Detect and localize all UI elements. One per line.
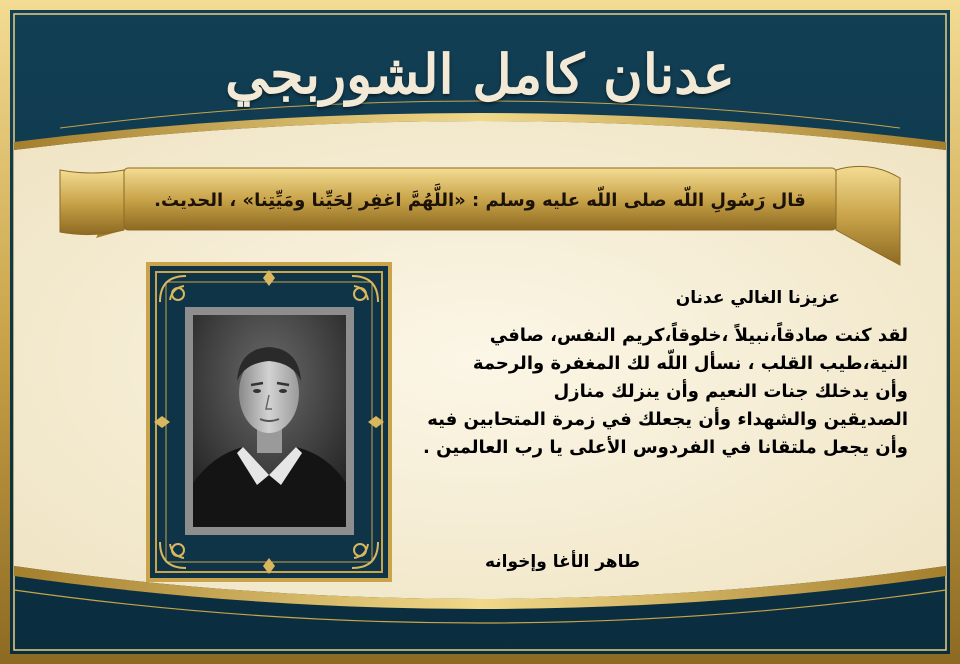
signature-line: طاهر الأغا وإخوانه [484,552,640,572]
hadith-banner-text: قال رَسُولِ اللّه صلى اللّه عليه وسلم : «اللَّهُمَّ اغفِر لِحَيِّنا ومَيِّتِنا» ، الحديث. [154,190,806,211]
photo-frame [146,262,392,582]
eulogy-line: الصديقين والشهداء وأن يجعلك في زمرة المتحابين فيه [427,409,908,430]
eulogy-text [398,322,908,462]
eulogy-line: لقد كنت صادقاً،نبيلاً ،خلوقاً،كريم النفس، صافي [489,325,908,346]
greeting-line: عزيزنا الغالي عدنان [675,288,840,308]
eulogy-line: وأن يدخلك جنات النعيم وأن ينزلك منازل [553,381,908,402]
deceased-name-title: عدنان كامل الشوربجي [225,42,735,106]
eulogy-line: النية،طيب القلب ، نسأل اللّه لك المغفرة والرحمة [472,353,908,374]
portrait-silhouette-icon [193,315,346,527]
eulogy-line: وأن يجعل ملتقانا في الفردوس الأعلى يا رب العالمين . [423,437,908,458]
portrait-photo [193,315,346,527]
